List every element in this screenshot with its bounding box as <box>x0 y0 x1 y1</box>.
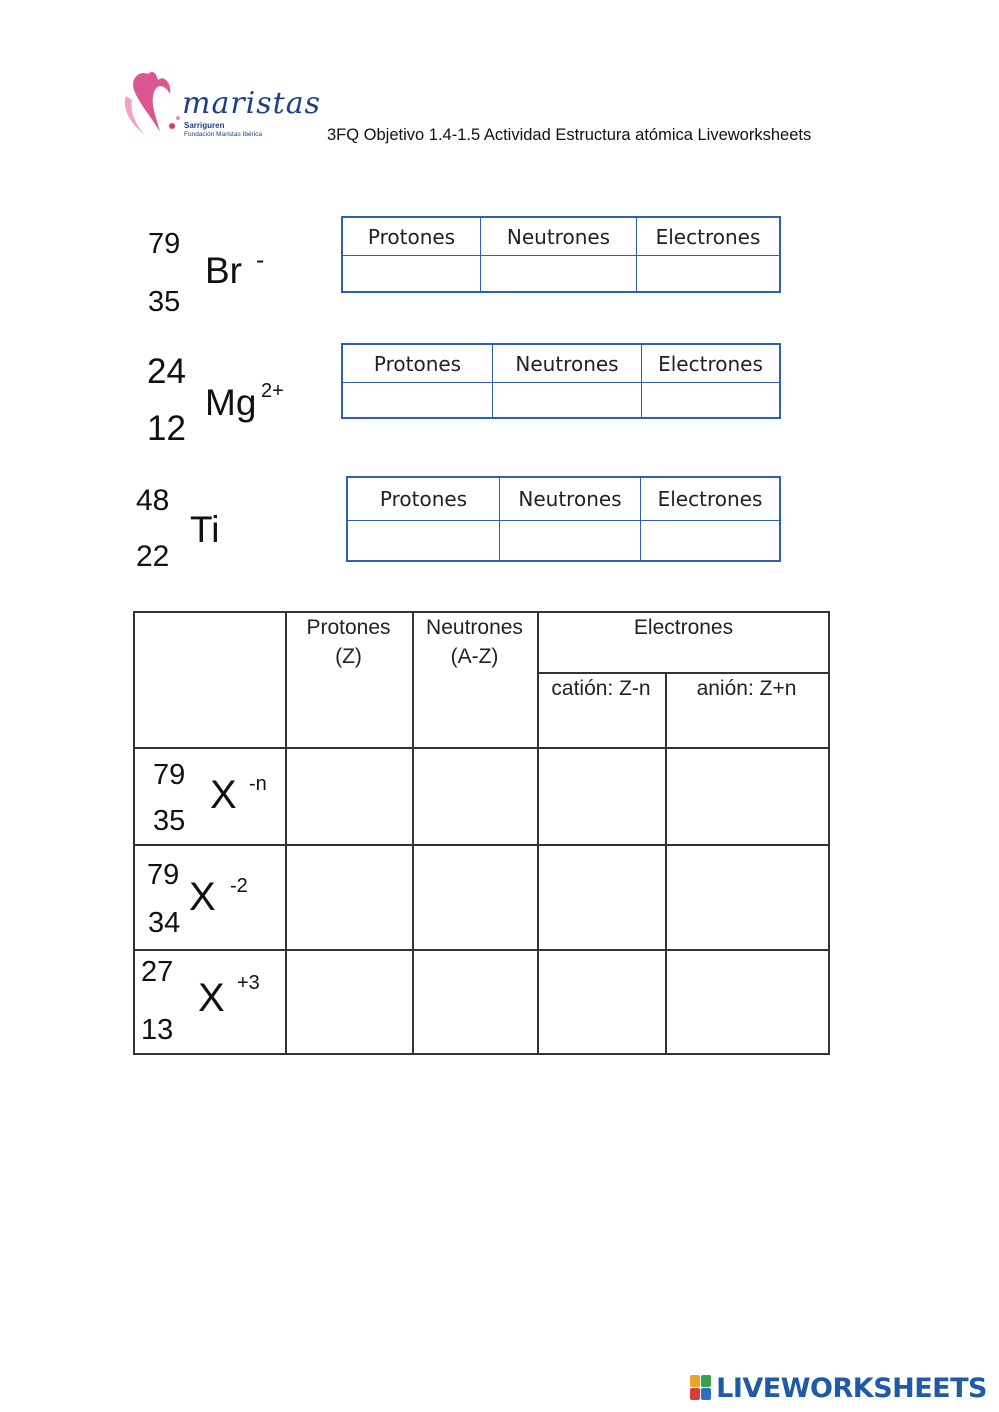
isotope-mass: 79 <box>148 228 181 260</box>
answer-cell[interactable] <box>667 749 827 843</box>
header-neutrones-label: Neutrones <box>426 616 523 639</box>
answer-neutrones-cell[interactable] <box>481 256 637 291</box>
isotope-mass: 79 <box>147 859 180 891</box>
logo-brand-text: maristas <box>182 86 322 121</box>
isotope-mass: 27 <box>141 956 174 988</box>
header-neutrones-az <box>412 613 537 671</box>
isotope-mass: 24 <box>147 352 186 391</box>
header-protones-z <box>285 613 412 671</box>
answer-neutrones-cell[interactable] <box>493 383 642 417</box>
answer-cell[interactable] <box>667 951 827 1052</box>
header-protones: Protones <box>348 478 500 521</box>
isotope-charge: - <box>256 246 265 274</box>
row-isotope-1 <box>153 759 283 844</box>
isotope-atomic-number: 35 <box>153 805 186 837</box>
header-neutrones: Neutrones <box>493 345 642 383</box>
liveworksheets-brand <box>690 1370 987 1406</box>
answer-cell[interactable] <box>414 749 536 843</box>
answer-electrones-cell[interactable] <box>642 383 779 417</box>
answer-cell[interactable] <box>287 749 411 843</box>
header-neutrones-formula: (A-Z) <box>450 645 499 668</box>
answer-table-br <box>341 216 781 293</box>
isotope-symbol: X <box>198 976 225 1020</box>
isotope-symbol: Mg <box>205 382 257 423</box>
header-electrones: Electrones <box>637 218 779 256</box>
logo-subtitle: Sarriguren <box>184 121 225 130</box>
header-protones-label: Protones <box>306 616 391 639</box>
table-border-right <box>828 611 830 1055</box>
isotope-symbol: Ti <box>190 509 220 550</box>
liveworksheets-icon <box>690 1375 712 1401</box>
answer-cell[interactable] <box>287 951 411 1052</box>
isotope-atomic-number: 22 <box>136 540 170 573</box>
answer-cell[interactable] <box>539 951 664 1052</box>
isotope-atomic-number: 34 <box>148 907 181 939</box>
isotope-atomic-number: 12 <box>147 409 186 448</box>
isotope-charge: 2+ <box>261 380 284 402</box>
header-neutrones: Neutrones <box>481 218 637 256</box>
answer-table-mg <box>341 343 781 419</box>
isotope-mass: 79 <box>153 759 186 791</box>
isotope-charge: -n <box>249 773 267 795</box>
isotope-atomic-number: 35 <box>148 286 181 318</box>
answer-table-ti <box>346 476 781 562</box>
isotope-symbol: X <box>189 875 216 919</box>
answer-cell[interactable] <box>287 846 411 948</box>
header-electrones: Electrones <box>641 478 779 521</box>
isotope-atomic-number: 13 <box>141 1014 174 1046</box>
table-border-left <box>133 611 135 1055</box>
subheader-cation: catión: Z-n <box>551 677 651 700</box>
maristas-logo <box>120 66 322 146</box>
isotope-charge: +3 <box>237 972 260 994</box>
header-protones-formula: (Z) <box>335 645 362 668</box>
header-electrones: Electrones <box>633 616 734 639</box>
answer-cell[interactable] <box>414 846 536 948</box>
header-electrones: Electrones <box>642 345 779 383</box>
subheader-anion: anión: Z+n <box>696 677 797 700</box>
answer-protones-cell[interactable] <box>343 383 493 417</box>
isotope-symbol: X <box>210 773 237 817</box>
row-isotope-3 <box>141 956 271 1046</box>
answer-cell[interactable] <box>667 846 827 948</box>
row-isotope-2 <box>147 859 277 944</box>
isotope-mg <box>145 352 305 452</box>
answer-electrones-cell[interactable] <box>641 521 779 560</box>
answer-protones-cell[interactable] <box>348 521 500 560</box>
answer-neutrones-cell[interactable] <box>500 521 641 560</box>
liveworksheets-text: LIVEWORKSHEETS <box>716 1372 987 1404</box>
isotope-br <box>145 228 275 323</box>
general-table <box>133 611 830 1055</box>
table-border-bottom <box>133 1053 830 1055</box>
answer-cell[interactable] <box>539 749 664 843</box>
answer-cell[interactable] <box>539 846 664 948</box>
header-protones: Protones <box>343 345 493 383</box>
answer-protones-cell[interactable] <box>343 256 481 291</box>
isotope-mass: 48 <box>136 484 170 517</box>
logo-foundation: Fundación Maristas Ibérica <box>184 131 263 138</box>
isotope-ti <box>135 484 245 579</box>
document-title: 3FQ Objetivo 1.4-1.5 Actividad Estructura atómica Liveworksheets <box>327 126 812 144</box>
header-neutrones: Neutrones <box>500 478 641 521</box>
isotope-symbol: Br <box>205 250 242 291</box>
isotope-charge: -2 <box>230 875 248 897</box>
answer-cell[interactable] <box>414 951 536 1052</box>
heart-logo-icon <box>120 66 190 146</box>
header-protones: Protones <box>343 218 481 256</box>
answer-electrones-cell[interactable] <box>637 256 779 291</box>
